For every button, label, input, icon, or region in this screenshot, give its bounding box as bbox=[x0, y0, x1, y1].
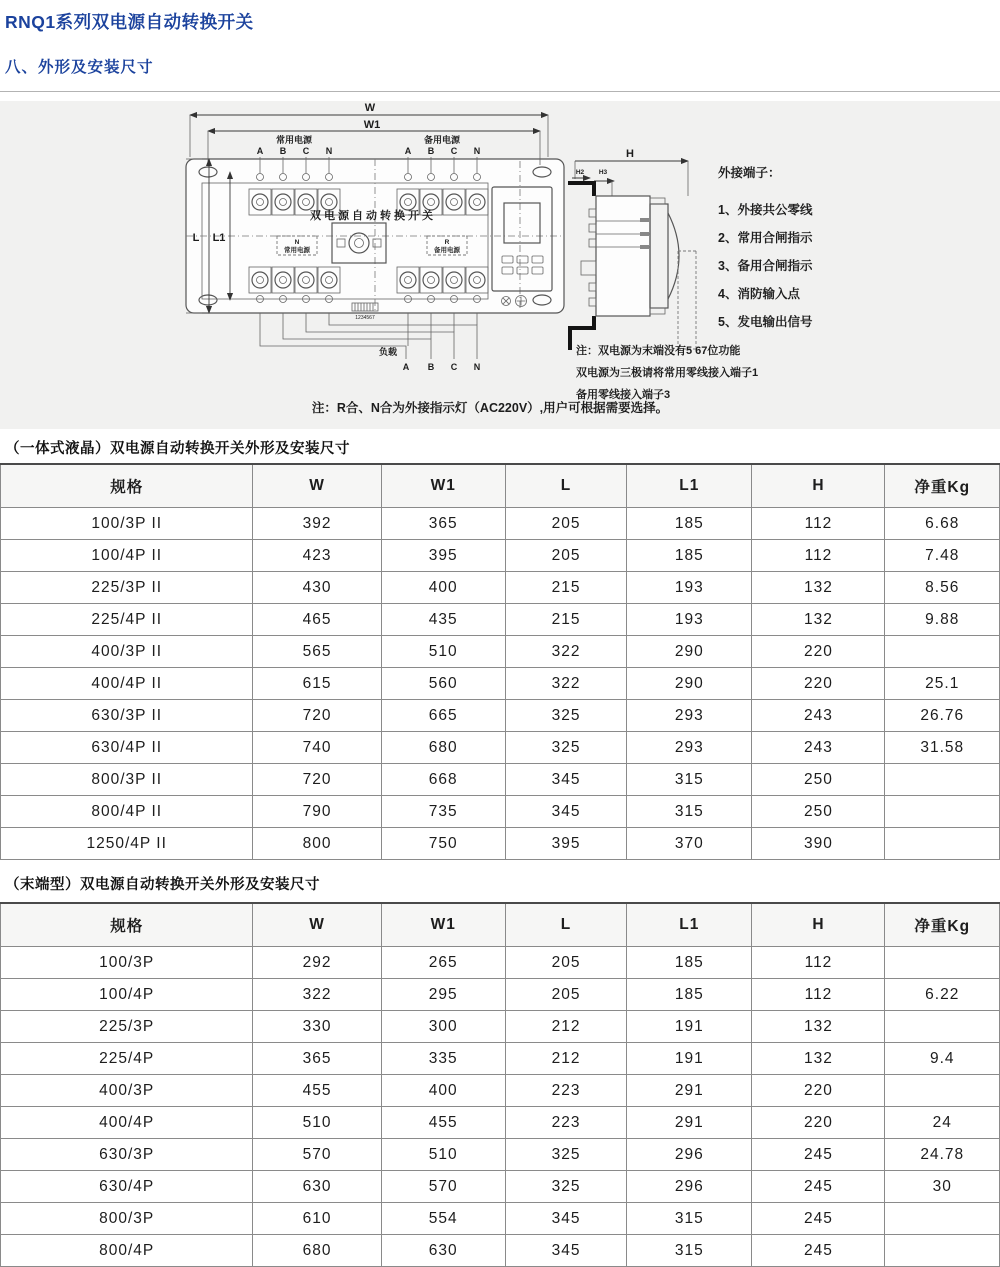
header-row bbox=[1, 903, 1000, 947]
table-row bbox=[1, 796, 1000, 828]
spec-cell: 225/3P bbox=[1, 1011, 253, 1043]
technical-drawing-panel bbox=[0, 101, 1000, 429]
device-title: 双电源自动转换开关 bbox=[310, 210, 436, 222]
value-cell: 315 bbox=[627, 1203, 752, 1235]
spec-cell: 800/4P II bbox=[1, 796, 253, 828]
value-cell: 665 bbox=[381, 700, 505, 732]
spec-cell: 400/4P II bbox=[1, 668, 253, 700]
value-cell: 300 bbox=[381, 1011, 505, 1043]
spec-cell: 800/3P bbox=[1, 1203, 253, 1235]
value-cell: 223 bbox=[505, 1107, 626, 1139]
dim-h2: H2 bbox=[575, 169, 585, 176]
value-cell: 220 bbox=[752, 1107, 885, 1139]
value-cell bbox=[885, 1075, 1000, 1107]
value-cell: 325 bbox=[505, 700, 626, 732]
dim-w: W bbox=[364, 102, 376, 114]
value-cell: 610 bbox=[253, 1203, 381, 1235]
column-header: 规格 bbox=[1, 903, 253, 947]
terminal-legend bbox=[718, 165, 813, 329]
spec-cell: 225/4P bbox=[1, 1043, 253, 1075]
value-cell: 365 bbox=[253, 1043, 381, 1075]
value-cell: 330 bbox=[253, 1011, 381, 1043]
value-cell: 112 bbox=[752, 947, 885, 979]
technical-drawing bbox=[0, 101, 1000, 429]
table-row bbox=[1, 508, 1000, 540]
value-cell: 345 bbox=[505, 1235, 626, 1267]
value-cell: 191 bbox=[627, 1011, 752, 1043]
value-cell: 423 bbox=[253, 540, 381, 572]
value-cell: 112 bbox=[752, 540, 885, 572]
value-cell: 112 bbox=[752, 979, 885, 1011]
value-cell: 245 bbox=[752, 1203, 885, 1235]
load-phase-label: B bbox=[427, 362, 435, 372]
value-cell: 570 bbox=[253, 1139, 381, 1171]
spec-cell: 225/3P II bbox=[1, 572, 253, 604]
spec-cell: 630/3P II bbox=[1, 700, 253, 732]
value-cell: 205 bbox=[505, 979, 626, 1011]
value-cell: 220 bbox=[752, 1075, 885, 1107]
value-cell: 185 bbox=[627, 947, 752, 979]
table-row bbox=[1, 1075, 1000, 1107]
value-cell: 30 bbox=[885, 1171, 1000, 1203]
terminal-legend-item: 4、消防输入点 bbox=[718, 287, 800, 301]
column-header: W1 bbox=[381, 464, 505, 508]
value-cell: 293 bbox=[627, 700, 752, 732]
table-row bbox=[1, 604, 1000, 636]
spec-cell: 225/4P II bbox=[1, 604, 253, 636]
value-cell: 295 bbox=[381, 979, 505, 1011]
column-header: L1 bbox=[627, 903, 752, 947]
value-cell: 455 bbox=[253, 1075, 381, 1107]
value-cell: 680 bbox=[381, 732, 505, 764]
phase-label: A bbox=[404, 146, 412, 156]
spec-cell: 400/4P bbox=[1, 1107, 253, 1139]
value-cell: 6.22 bbox=[885, 979, 1000, 1011]
table-row bbox=[1, 668, 1000, 700]
side-view bbox=[568, 183, 696, 350]
value-cell: 205 bbox=[505, 508, 626, 540]
value-cell: 290 bbox=[627, 636, 752, 668]
value-cell: 185 bbox=[627, 508, 752, 540]
dim-w1: W1 bbox=[363, 119, 381, 131]
column-header: 净重Kg bbox=[885, 464, 1000, 508]
value-cell: 395 bbox=[381, 540, 505, 572]
value-cell: 465 bbox=[253, 604, 381, 636]
bottom-note: 注：R合、N合为外接指示灯（AC220V）,用户可根据需要选择。 bbox=[311, 401, 669, 415]
value-cell bbox=[885, 947, 1000, 979]
svg-text:常用电源: 常用电源 bbox=[284, 247, 310, 254]
terminal-legend-item: 5、发电输出信号 bbox=[718, 315, 813, 329]
phase-label: B bbox=[279, 146, 287, 156]
value-cell: 740 bbox=[253, 732, 381, 764]
spec-cell: 630/3P bbox=[1, 1139, 253, 1171]
value-cell: 193 bbox=[627, 572, 752, 604]
value-cell: 400 bbox=[381, 572, 505, 604]
table-row bbox=[1, 636, 1000, 668]
spec-cell: 800/4P bbox=[1, 1235, 253, 1267]
value-cell: 750 bbox=[381, 828, 505, 860]
value-cell bbox=[885, 1011, 1000, 1043]
table-row bbox=[1, 1011, 1000, 1043]
value-cell: 243 bbox=[752, 700, 885, 732]
table-row bbox=[1, 1203, 1000, 1235]
value-cell: 205 bbox=[505, 947, 626, 979]
terminal-legend-item: 2、常用合闸指示 bbox=[718, 231, 813, 245]
value-cell bbox=[885, 636, 1000, 668]
value-cell: 395 bbox=[505, 828, 626, 860]
section-heading: 八、外形及安装尺寸 bbox=[5, 59, 154, 76]
value-cell: 31.58 bbox=[885, 732, 1000, 764]
table-row bbox=[1, 540, 1000, 572]
phase-label: C bbox=[302, 146, 310, 156]
value-cell: 205 bbox=[505, 540, 626, 572]
value-cell: 132 bbox=[752, 572, 885, 604]
value-cell: 345 bbox=[505, 1203, 626, 1235]
side-note-line: 双电源为三极请将常用零线接入端子1 bbox=[576, 367, 759, 379]
value-cell: 800 bbox=[253, 828, 381, 860]
value-cell bbox=[885, 1235, 1000, 1267]
value-cell: 265 bbox=[381, 947, 505, 979]
column-header: L1 bbox=[627, 464, 752, 508]
value-cell: 132 bbox=[752, 1043, 885, 1075]
value-cell: 430 bbox=[253, 572, 381, 604]
value-cell: 25.1 bbox=[885, 668, 1000, 700]
terminal-legend-item: 1、外接共公零线 bbox=[718, 203, 813, 217]
spec-cell: 100/4P bbox=[1, 979, 253, 1011]
value-cell: 243 bbox=[752, 732, 885, 764]
value-cell: 223 bbox=[505, 1075, 626, 1107]
value-cell: 370 bbox=[627, 828, 752, 860]
value-cell: 212 bbox=[505, 1011, 626, 1043]
column-header: H bbox=[752, 464, 885, 508]
spec-cell: 630/4P bbox=[1, 1171, 253, 1203]
value-cell: 26.76 bbox=[885, 700, 1000, 732]
value-cell: 193 bbox=[627, 604, 752, 636]
value-cell: 510 bbox=[253, 1107, 381, 1139]
value-cell: 390 bbox=[752, 828, 885, 860]
value-cell: 112 bbox=[752, 508, 885, 540]
value-cell: 290 bbox=[627, 668, 752, 700]
value-cell: 720 bbox=[253, 764, 381, 796]
phase-label: N bbox=[325, 146, 333, 156]
phase-label: A bbox=[256, 146, 264, 156]
value-cell: 345 bbox=[505, 796, 626, 828]
page-title: RNQ1系列双电源自动转换开关 bbox=[5, 12, 254, 32]
value-cell: 8.56 bbox=[885, 572, 1000, 604]
front-view bbox=[186, 157, 564, 359]
value-cell: 790 bbox=[253, 796, 381, 828]
value-cell: 720 bbox=[253, 700, 381, 732]
value-cell: 296 bbox=[627, 1139, 752, 1171]
divider bbox=[0, 91, 1000, 92]
phase-label: B bbox=[427, 146, 435, 156]
value-cell: 220 bbox=[752, 636, 885, 668]
value-cell: 325 bbox=[505, 1171, 626, 1203]
table-row bbox=[1, 1107, 1000, 1139]
column-header: 规格 bbox=[1, 464, 253, 508]
table-row bbox=[1, 828, 1000, 860]
value-cell: 220 bbox=[752, 668, 885, 700]
load-phase-label: C bbox=[450, 362, 458, 372]
value-cell: 296 bbox=[627, 1171, 752, 1203]
side-note-line: 备用零线接入端子3 bbox=[576, 389, 671, 401]
value-cell: 9.88 bbox=[885, 604, 1000, 636]
table-row bbox=[1, 979, 1000, 1011]
terminal-legend-title: 外接端子： bbox=[718, 166, 781, 180]
load-phase-label: N bbox=[473, 362, 481, 372]
value-cell: 293 bbox=[627, 732, 752, 764]
reserve-power-label: 备用电源 bbox=[423, 135, 461, 145]
table1-caption: （一体式液晶）双电源自动转换开关外形及安装尺寸 bbox=[5, 441, 350, 457]
value-cell: 615 bbox=[253, 668, 381, 700]
table-row bbox=[1, 1235, 1000, 1267]
svg-text:1234567: 1234567 bbox=[355, 315, 375, 321]
value-cell: 630 bbox=[381, 1235, 505, 1267]
phase-label: C bbox=[450, 146, 458, 156]
value-cell: 315 bbox=[627, 796, 752, 828]
dim-h: H bbox=[626, 148, 634, 160]
value-cell: 185 bbox=[627, 979, 752, 1011]
value-cell: 6.68 bbox=[885, 508, 1000, 540]
value-cell: 455 bbox=[381, 1107, 505, 1139]
table-row bbox=[1, 1171, 1000, 1203]
value-cell: 510 bbox=[381, 636, 505, 668]
svg-text:R: R bbox=[444, 239, 450, 246]
value-cell: 215 bbox=[505, 572, 626, 604]
column-header: W bbox=[253, 903, 381, 947]
table-row bbox=[1, 572, 1000, 604]
value-cell: 291 bbox=[627, 1075, 752, 1107]
spec-cell: 100/3P bbox=[1, 947, 253, 979]
dim-h3: H3 bbox=[598, 169, 608, 176]
value-cell: 668 bbox=[381, 764, 505, 796]
value-cell: 292 bbox=[253, 947, 381, 979]
value-cell: 322 bbox=[505, 636, 626, 668]
value-cell: 7.48 bbox=[885, 540, 1000, 572]
value-cell: 322 bbox=[253, 979, 381, 1011]
spec-cell: 100/3P II bbox=[1, 508, 253, 540]
table-row bbox=[1, 700, 1000, 732]
value-cell: 322 bbox=[505, 668, 626, 700]
value-cell: 565 bbox=[253, 636, 381, 668]
value-cell: 435 bbox=[381, 604, 505, 636]
column-header: W1 bbox=[381, 903, 505, 947]
value-cell: 315 bbox=[627, 764, 752, 796]
column-header: W bbox=[253, 464, 381, 508]
value-cell: 510 bbox=[381, 1139, 505, 1171]
value-cell: 325 bbox=[505, 1139, 626, 1171]
value-cell: 132 bbox=[752, 604, 885, 636]
value-cell: 24 bbox=[885, 1107, 1000, 1139]
column-header: L bbox=[505, 464, 626, 508]
value-cell bbox=[885, 796, 1000, 828]
value-cell bbox=[885, 1203, 1000, 1235]
value-cell: 291 bbox=[627, 1107, 752, 1139]
table-row bbox=[1, 1043, 1000, 1075]
terminal-legend-item: 3、备用合闸指示 bbox=[718, 259, 813, 273]
value-cell: 365 bbox=[381, 508, 505, 540]
column-header: L bbox=[505, 903, 626, 947]
value-cell: 24.78 bbox=[885, 1139, 1000, 1171]
value-cell: 250 bbox=[752, 796, 885, 828]
value-cell: 9.4 bbox=[885, 1043, 1000, 1075]
spec-cell: 400/3P II bbox=[1, 636, 253, 668]
spec-cell: 400/3P bbox=[1, 1075, 253, 1107]
column-header: H bbox=[752, 903, 885, 947]
normal-power-label: 常用电源 bbox=[275, 135, 313, 145]
spec-cell: 1250/4P II bbox=[1, 828, 253, 860]
dim-l: L bbox=[192, 232, 200, 244]
value-cell: 191 bbox=[627, 1043, 752, 1075]
spec-cell: 800/3P II bbox=[1, 764, 253, 796]
table2-caption: （末端型）双电源自动转换开关外形及安装尺寸 bbox=[5, 877, 320, 893]
value-cell: 132 bbox=[752, 1011, 885, 1043]
value-cell: 325 bbox=[505, 732, 626, 764]
value-cell: 735 bbox=[381, 796, 505, 828]
table-row bbox=[1, 764, 1000, 796]
value-cell: 215 bbox=[505, 604, 626, 636]
side-note-line: 注：双电源为末端没有5 67位功能 bbox=[576, 345, 741, 357]
value-cell bbox=[885, 764, 1000, 796]
value-cell: 560 bbox=[381, 668, 505, 700]
spec-cell: 630/4P II bbox=[1, 732, 253, 764]
value-cell: 335 bbox=[381, 1043, 505, 1075]
phase-label: N bbox=[473, 146, 481, 156]
value-cell: 315 bbox=[627, 1235, 752, 1267]
value-cell: 570 bbox=[381, 1171, 505, 1203]
table-row bbox=[1, 947, 1000, 979]
spec-cell: 100/4P II bbox=[1, 540, 253, 572]
dimensions-table-integrated-lcd bbox=[0, 463, 1000, 860]
column-header: 净重Kg bbox=[885, 903, 1000, 947]
svg-text:N: N bbox=[294, 239, 300, 246]
value-cell bbox=[885, 828, 1000, 860]
value-cell: 245 bbox=[752, 1139, 885, 1171]
value-cell: 185 bbox=[627, 540, 752, 572]
table-row bbox=[1, 732, 1000, 764]
table-row bbox=[1, 1139, 1000, 1171]
value-cell: 250 bbox=[752, 764, 885, 796]
value-cell: 245 bbox=[752, 1171, 885, 1203]
value-cell: 680 bbox=[253, 1235, 381, 1267]
dimensions-table-terminal-type bbox=[0, 902, 1000, 1267]
load-phase-label: A bbox=[402, 362, 410, 372]
value-cell: 400 bbox=[381, 1075, 505, 1107]
value-cell: 245 bbox=[752, 1235, 885, 1267]
value-cell: 212 bbox=[505, 1043, 626, 1075]
dim-l1: L1 bbox=[212, 232, 226, 244]
value-cell: 630 bbox=[253, 1171, 381, 1203]
header-row bbox=[1, 464, 1000, 508]
svg-text:备用电源: 备用电源 bbox=[434, 247, 460, 254]
value-cell: 392 bbox=[253, 508, 381, 540]
load-label: 负载 bbox=[378, 347, 397, 357]
value-cell: 345 bbox=[505, 764, 626, 796]
value-cell: 554 bbox=[381, 1203, 505, 1235]
